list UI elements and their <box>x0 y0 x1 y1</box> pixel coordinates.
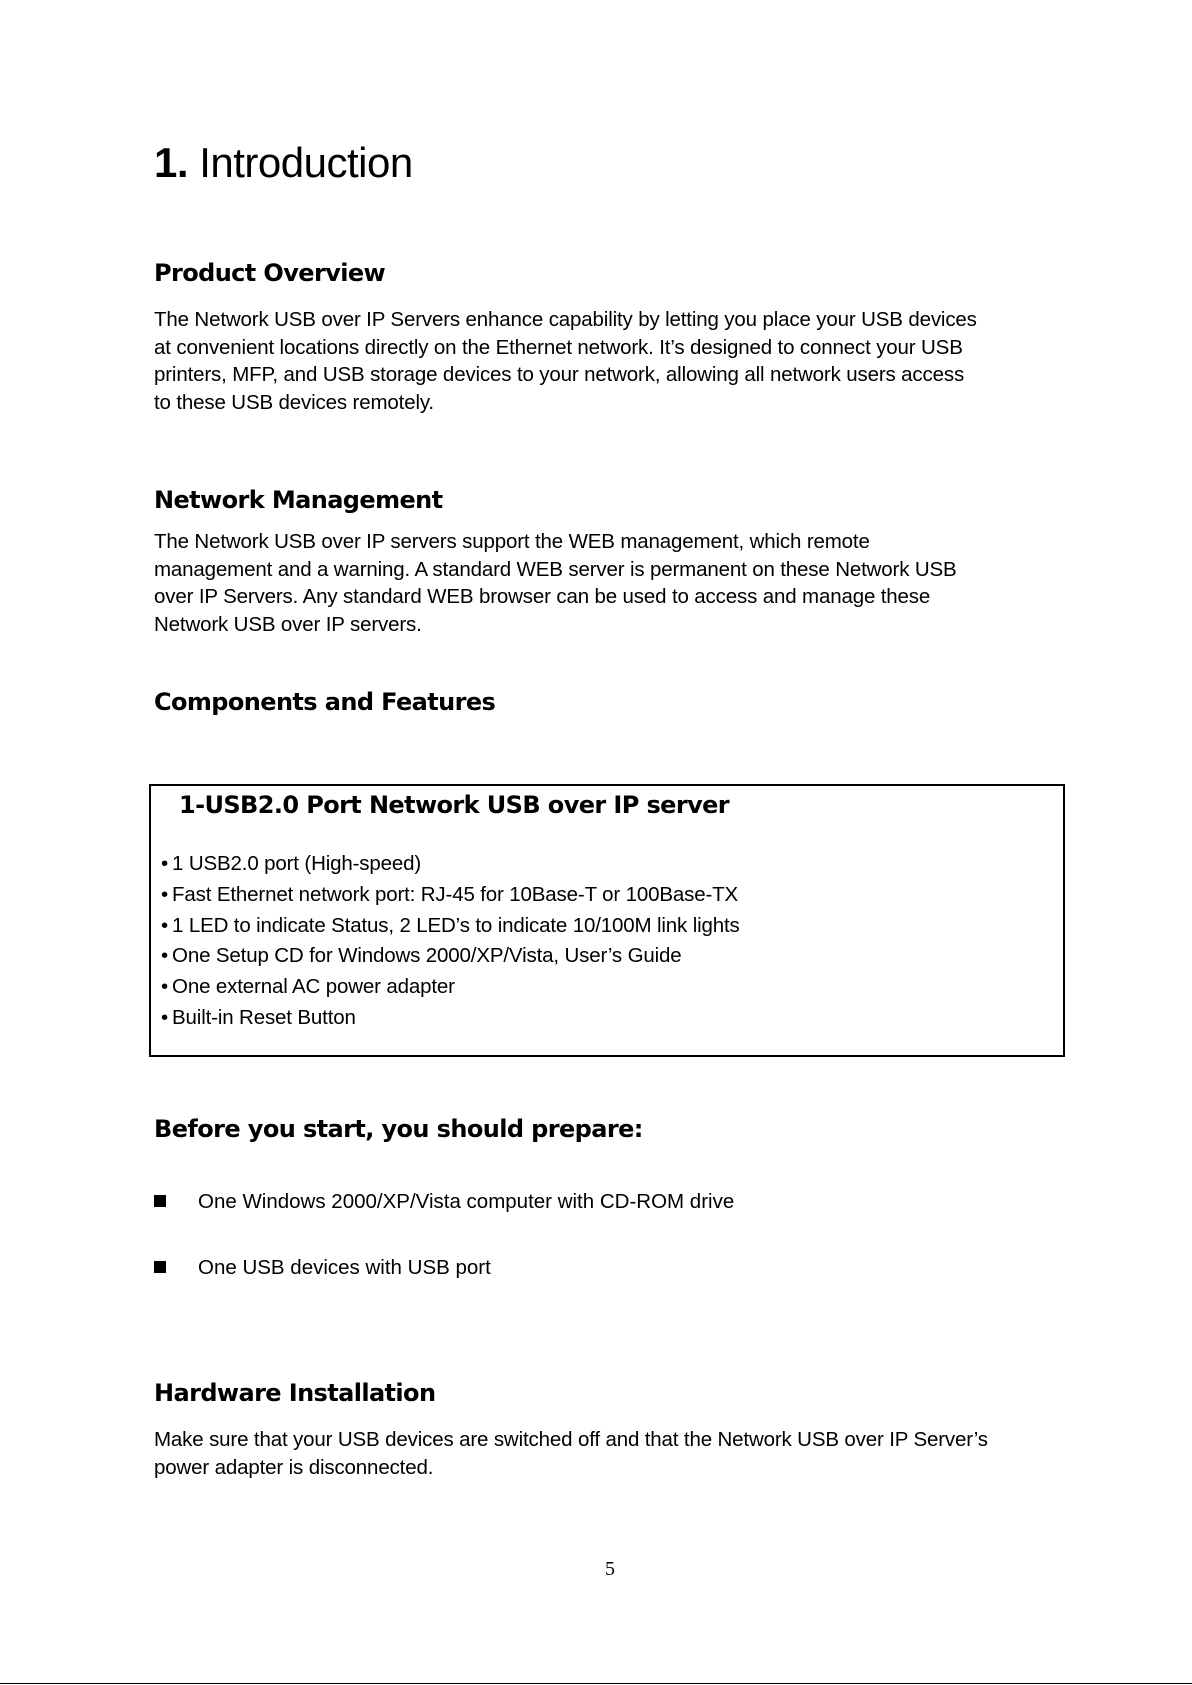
chapter-number: 1. <box>154 139 189 186</box>
chapter-title <box>154 140 413 186</box>
text-line: to these USB devices remotely. <box>154 390 434 414</box>
text-line: at convenient locations directly on the Ethernet network. It’s designed to connect your USB <box>154 335 963 359</box>
list-item <box>161 1003 740 1034</box>
page-number: 5 <box>605 1558 615 1580</box>
section-heading-network-management: Network Management <box>154 486 443 514</box>
list-item-text: 1 LED to indicate Status, 2 LED’s to indicate 10/100M link lights <box>172 913 740 937</box>
bullet-icon: • <box>161 944 169 968</box>
section-heading-product-overview: Product Overview <box>154 259 386 287</box>
bullet-icon: • <box>161 882 169 906</box>
list-item <box>161 972 740 1003</box>
bullet-icon: • <box>161 1005 169 1029</box>
bullet-icon: • <box>161 913 169 937</box>
features-box <box>149 784 1065 1057</box>
square-bullet-icon <box>154 1195 166 1207</box>
paragraph-hardware-installation <box>154 1426 1074 1481</box>
list-item <box>154 1190 734 1214</box>
list-item-text: One Windows 2000/XP/Vista computer with CD-ROM drive <box>198 1190 735 1213</box>
list-item-text: One USB devices with USB port <box>198 1256 491 1279</box>
list-item-text: One external AC power adapter <box>172 975 455 999</box>
square-bullet-icon <box>154 1261 166 1273</box>
features-box-title: 1-USB2.0 Port Network USB over IP server <box>179 791 730 819</box>
text-line: over IP Servers. Any standard WEB browser can be used to access and manage these <box>154 585 931 608</box>
list-item-text: One Setup CD for Windows 2000/XP/Vista, User’s Guide <box>172 944 682 968</box>
section-heading-components-features: Components and Features <box>154 688 496 716</box>
bullet-icon: • <box>161 852 169 875</box>
list-item <box>161 880 740 911</box>
list-item <box>161 849 740 880</box>
list-item <box>154 1256 491 1280</box>
list-item <box>161 941 740 972</box>
paragraph-product-overview <box>154 306 1074 416</box>
list-item-text: Fast Ethernet network port: RJ-45 for 10Base-T or 100Base-TX <box>172 882 739 906</box>
list-item <box>161 911 740 942</box>
section-heading-before-you-start: Before you start, you should prepare: <box>154 1115 643 1143</box>
text-line: The Network USB over IP Servers enhance capability by letting you place your USB devices <box>154 308 977 331</box>
text-line: Network USB over IP servers. <box>154 612 422 636</box>
chapter-title-text: Introduction <box>188 139 413 186</box>
list-item-text: 1 USB2.0 port (High-speed) <box>172 852 422 875</box>
bottom-rule <box>0 1683 1192 1684</box>
text-line: management and a warning. A standard WEB server is permanent on these Network USB <box>154 557 957 581</box>
paragraph-network-management <box>154 528 1074 638</box>
text-line: The Network USB over IP servers support the WEB management, which remote <box>154 530 870 553</box>
list-item-text: Built-in Reset Button <box>172 1005 356 1029</box>
feature-list <box>161 849 740 1034</box>
text-line: printers, MFP, and USB storage devices to your network, allowing all network users access <box>154 363 965 386</box>
text-line: power adapter is disconnected. <box>154 1455 434 1479</box>
section-heading-hardware-installation: Hardware Installation <box>154 1379 436 1407</box>
bullet-icon: • <box>161 975 169 999</box>
text-line: Make sure that your USB devices are switched off and that the Network USB over IP Server’s <box>154 1428 988 1451</box>
